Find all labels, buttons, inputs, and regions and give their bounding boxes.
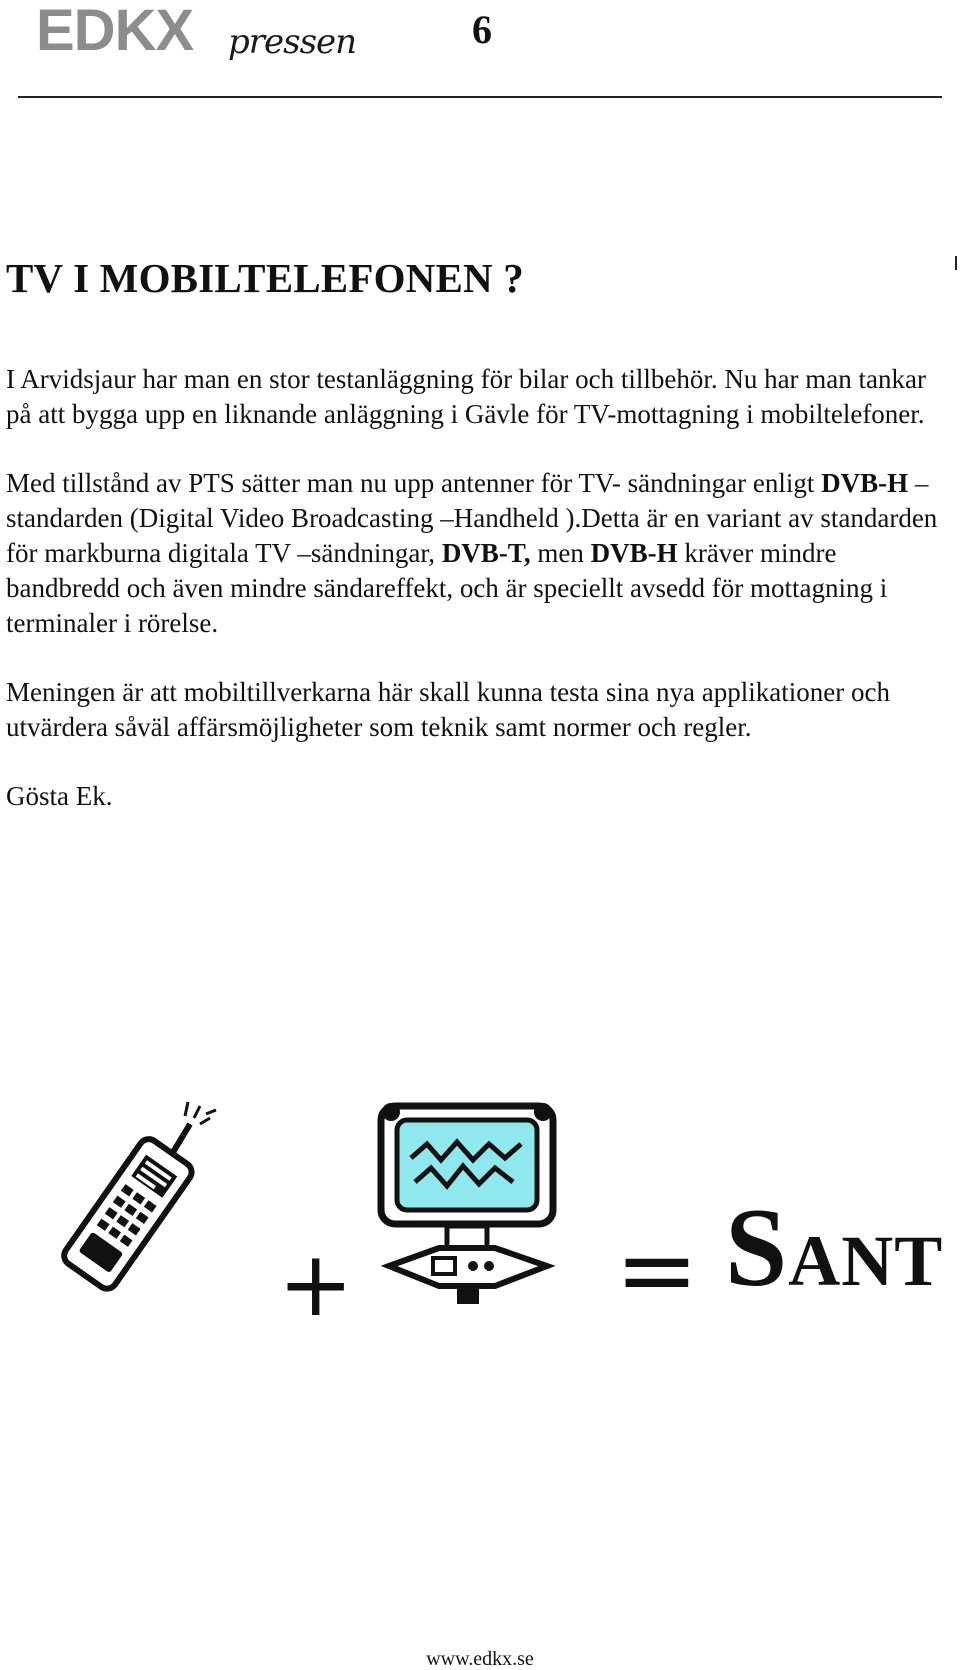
dvb-text-3: men bbox=[530, 538, 591, 568]
header-divider bbox=[18, 96, 942, 98]
phone-plus-tv-equation bbox=[40, 1090, 944, 1337]
paragraph-purpose: Meningen är att mobiltillverkarna här skall kunna testa sina nya applikationer och utvärdera såväl affärsmöjligheter som teknik samt normer och regler. bbox=[6, 677, 890, 742]
page-number: 6 bbox=[472, 7, 492, 52]
margin-mark bbox=[955, 256, 957, 270]
dvb-text-2: –standarden (Digital Video Broadcasting –Handheld ).Detta är en variant av standarden för markburna digitala TV –sändningar, bbox=[6, 468, 938, 568]
television-monitor-icon bbox=[375, 1100, 565, 1310]
dvb-text-1: Med tillstånd av PTS sätter man nu upp antenner för TV- sändningar enligt bbox=[6, 468, 822, 498]
footer-url: www.edkx.se bbox=[426, 1648, 534, 1670]
equals-sign: = bbox=[615, 1211, 699, 1328]
result-word bbox=[725, 1188, 943, 1321]
paragraph-dvb bbox=[6, 466, 946, 641]
result-rest: ANT bbox=[788, 1221, 944, 1301]
article-headline: TV I MOBILTELEFONEN ? bbox=[6, 255, 524, 301]
dvb-h-term-2: DVB-H bbox=[590, 538, 678, 568]
plus-sign: + bbox=[278, 1232, 354, 1337]
author-signature: Gösta Ek. bbox=[6, 781, 113, 811]
dvb-text-4: kräver mindre bandbredd och även mindre sändareffekt, och är speciellt avsedd för mottagning i terminaler i rörelse. bbox=[6, 538, 888, 638]
dvb-t-term: DVB-T, bbox=[441, 538, 531, 568]
mobile-phone-icon bbox=[40, 1098, 230, 1298]
article-body bbox=[6, 362, 946, 848]
dvb-h-term: DVB-H bbox=[821, 468, 909, 498]
logo-script-text: pressen bbox=[228, 22, 357, 62]
result-initial: S bbox=[725, 1186, 789, 1310]
logo-main-text: EDKX bbox=[36, 0, 194, 63]
masthead bbox=[36, 0, 936, 100]
paragraph-intro: I Arvidsjaur har man en stor testanläggning för bilar och tillbehör. Nu har man tankar på att bygga upp en liknande anläggning i Gävle för TV-mottagning i mobiltelefoner. bbox=[6, 364, 926, 429]
